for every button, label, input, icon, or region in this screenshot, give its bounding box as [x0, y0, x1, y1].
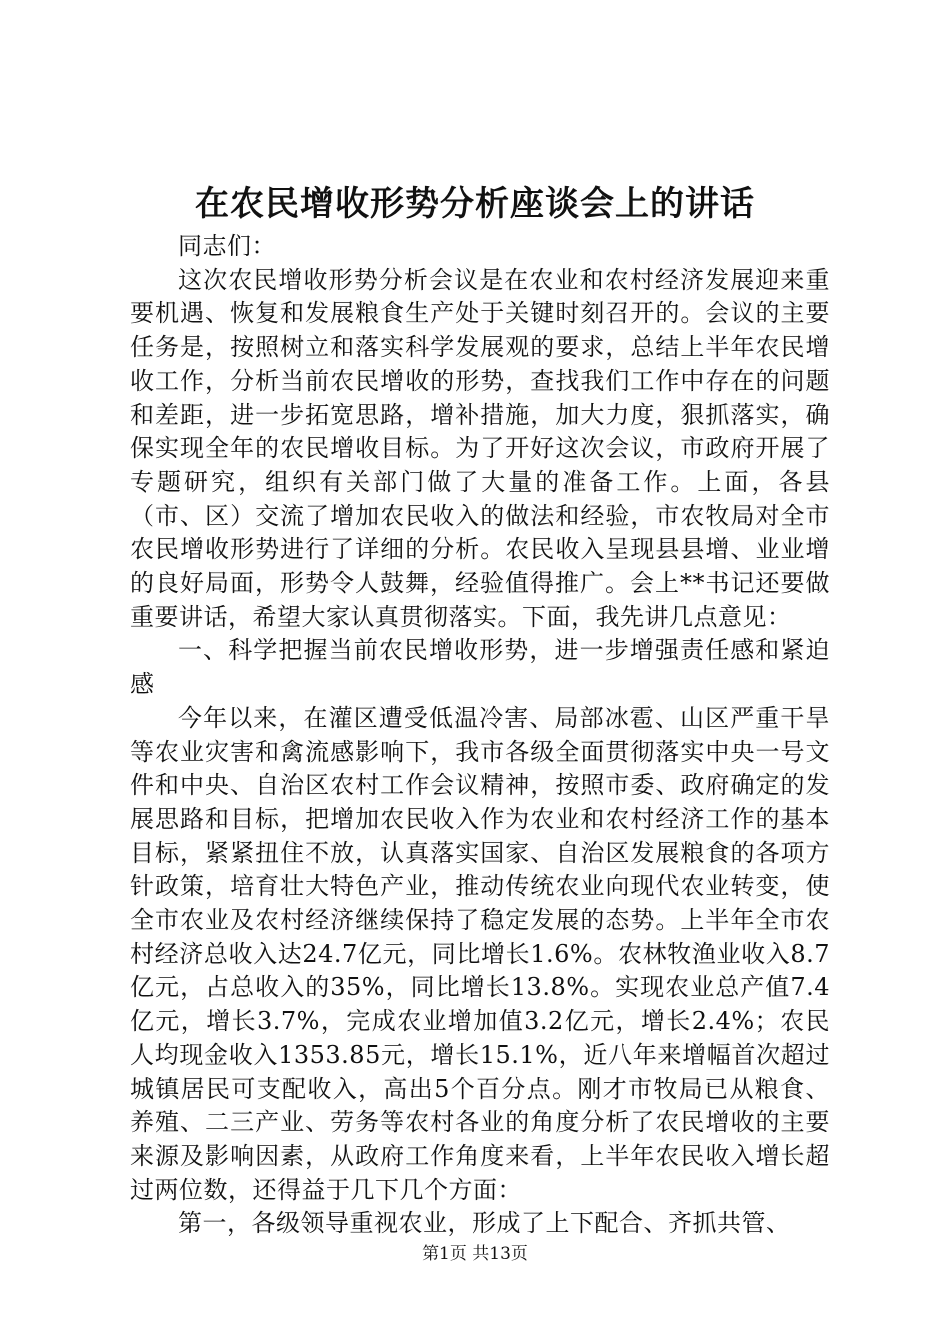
document-title: 在农民增收形势分析座谈会上的讲话: [195, 184, 755, 224]
salutation-paragraph: 同志们：: [178, 232, 276, 260]
intro-paragraph: 这次农民增收形势分析会议是在农业和农村经济发展迎来重要机遇、恢复和发展粮食生产处于关键时刻召开的。会议的主要任务是，按照树立和落实科学发展观的要求，总结上半年农民增收工作，分析当前农民增收的形势，查找我们工作中存在的问题和差距，进一步拓宽思路，增补措施，加大力度，狠抓落实，确保实现全年的农民增收目标。为了开好这次会议，市政府开展了专题研究，组织有关部门做了大量的准备工作。上面，各县（市、区）交流了增加农民收入的做法和经验，市农牧局对全市农民增收形势进行了详细的分析。农民收入呈现县县增、业业增的良好局面，形势令人鼓舞，经验值得推广。会上**书记还要做重要讲话，希望大家认真贯彻落实。下面，我先讲几点意见：: [130, 265, 830, 631]
section-heading-paragraph: 一、科学把握当前农民增收形势，进一步增强责任感和紧迫感: [130, 636, 830, 699]
point-one-paragraph: 第一，各级领导重视农业，形成了上下配合、齐抓共管、: [178, 1209, 791, 1238]
page-number-footer: 第1页 共13页: [422, 1244, 528, 1264]
document-body: [130, 230, 830, 1241]
analysis-paragraph: 今年以来，在灌区遭受低温冷害、局部冰雹、山区严重干旱等农业灾害和禽流感影响下，我市各级全面贯彻落实中央一号文件和中央、自治区农村工作会议精神，按照市委、政府确定的发展思路和目标，把增加农民收入作为农业和农村经济工作的基本目标，紧紧扭住不放，认真落实国家、自治区发展粮食的各项方针政策，培育壮大特色产业，推动传统农业向现代农业转变，使全市农业及农村经济继续保持了稳定发展的态势。上半年全市农村经济总收入达24.7亿元，同比增长1.6%。农林牧渔业收入8.7亿元，占总收入的35%，同比增长13.8%。实现农业总产值7.4亿元，增长3.7%，完成农业增加值3.2亿元，增长2.4%；农民人均现金收入1353.85元，增长15.1%，近八年来增幅首次超过城镇居民可支配收入，高出5个百分点。刚才市牧局已从粮食、养殖、二三产业、劳务等农村各业的角度分析了农民增收的主要来源及影响因素，从政府工作角度来看，上半年农民收入增长超过两位数，还得益于几下几个方面：: [130, 703, 830, 1204]
